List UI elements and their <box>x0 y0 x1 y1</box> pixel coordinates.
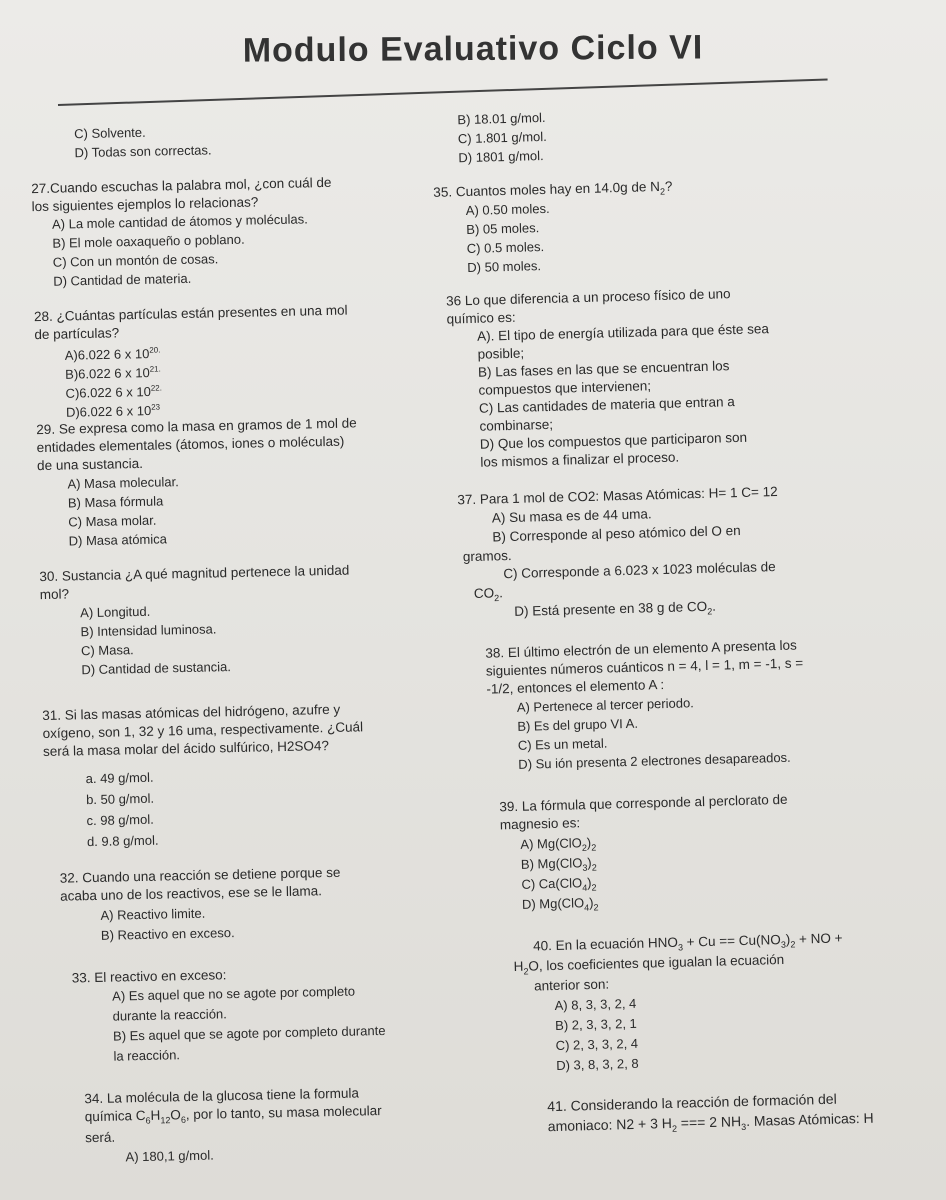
q39-option-c: C) $Ca(ClO_4)_2$ <box>521 874 597 893</box>
q37-option-b: B) Corresponde al peso atómico del O en <box>492 522 741 545</box>
q39-text-1: 39. La fórmula que corresponde al perclorato de <box>499 791 788 815</box>
q40-option-d: D) 3, 8, 3, 2, 8 <box>556 1055 639 1073</box>
q32-option-a: A) Reactivo limite. <box>100 905 206 923</box>
q30-text-1: 30. Sustancia ¿A qué magnitud pertenece la unidad <box>39 562 350 585</box>
q35-option-d: D) 50 moles. <box>467 258 542 276</box>
q35-option-a: A) 0.50 moles. <box>465 200 550 219</box>
q38-option-d: D) Su ión presenta 2 electrones desapareados. <box>518 749 791 772</box>
q37-option-a: A) Su masa es de 44 uma. <box>491 506 652 526</box>
q28-option-d: D)6.022 6 x $10^{23}$ <box>65 402 161 420</box>
q28-text-2: de partículas? <box>34 325 120 343</box>
q27-option-d: D) Cantidad de materia. <box>53 270 192 289</box>
q28-option-c: C)6.022 6 x $10^{22.}$ <box>65 383 162 401</box>
q40-text-1: 40. En la ecuación $HNO_3 + Cu == Cu(NO_3)_2$ + NO + <box>532 930 843 954</box>
q29-text-1: 29. Se expresa como la masa en gramos de 1 mol de <box>36 415 357 438</box>
q40-text-2: $H_2O$, los coeficientes que igualan la ecuación <box>513 951 785 977</box>
q41-text-2: amoniaco: N2 + 3 $H_2$ === 2 $NH_3$. Masas Atómicas: H <box>547 1109 874 1135</box>
q38-option-a: A) Pertenece al tercer periodo. <box>516 695 695 715</box>
q38-text-1: 38. El último electrón de un elemento A presenta los <box>485 637 797 661</box>
q37-option-b-cont: gramos. <box>462 547 512 565</box>
q40-text-3: anterior son: <box>533 976 610 994</box>
q27-option-b: B) El mole oaxaqueño o poblano. <box>52 231 245 251</box>
q38-text-2: siguientes números cuánticos n = 4, l = 1, m = -1, s = <box>485 655 804 679</box>
q37-option-c: C) Corresponde a 6.023 x 1023 moléculas de <box>503 559 776 582</box>
q36-option-c-cont: combinarse; <box>479 416 554 434</box>
q27-option-c: C) Con un montón de cosas. <box>52 251 219 270</box>
q36-option-b-cont: compuestos que intervienen; <box>478 378 652 398</box>
q40-option-c: C) 2, 3, 3, 2, 4 <box>555 1035 639 1053</box>
q32-option-b: B) Reactivo en exceso. <box>100 925 235 943</box>
q36-option-a: A). El tipo de energía utilizada para que éste sea <box>476 321 770 344</box>
q36-text-2: químico es: <box>446 309 516 327</box>
q40-option-b: B) 2, 3, 3, 2, 1 <box>554 1015 637 1033</box>
q36-option-b: B) Las fases en las que se encuentran los <box>477 358 730 380</box>
q37-text: 37. Para 1 mol de CO2: Masas Atómicas: H= 1 C= 12 <box>457 483 778 508</box>
q34-text-3: será. <box>85 1129 116 1146</box>
q41-text-1: 41. Considerando la reacción de formación del <box>547 1090 837 1115</box>
prev-option-c-right: C) 1.801 g/mol. <box>457 128 547 147</box>
q39-option-d: D) $Mg(ClO_4)_2$ <box>521 894 599 913</box>
q29-option-c: C) Masa molar. <box>68 512 157 530</box>
q30-option-a: A) Longitud. <box>80 603 151 621</box>
q36-option-a-cont: posible; <box>477 345 525 362</box>
q40-option-a: A) 8, 3, 3, 2, 4 <box>554 995 637 1013</box>
prev-option-c: C) Solvente. <box>73 124 146 142</box>
q35-text: 35. Cuantos moles hay en 14.0g de $N_2$? <box>433 178 673 200</box>
q31-option-c: c. 98 g/mol. <box>86 811 154 829</box>
q36-option-d-cont: los mismos a finalizar el proceso. <box>480 449 680 470</box>
q34-text-2: química $C_6H_{12}O_6$, por lo tanto, su masa molecular <box>84 1103 382 1126</box>
q29-option-b: B) Masa fórmula <box>67 493 164 511</box>
q39-text-2: magnesio es: <box>499 815 581 833</box>
q31-text-1: 31. Si las masas atómicas del hidrógeno, azufre y <box>42 701 341 724</box>
q27-text-2: los siguientes ejemplos lo relacionas? <box>31 194 259 215</box>
q38-text-3: -1/2, entonces el elemento A : <box>486 677 665 697</box>
q38-option-b: B) Es del grupo VI A. <box>517 715 639 734</box>
q31-option-b: b. 50 g/mol. <box>85 790 155 808</box>
q39-option-a: A) $Mg(ClO_2)_2$ <box>520 834 597 853</box>
q31-option-d: d. 9.8 g/mol. <box>86 832 159 850</box>
page-title: Modulo Evaluativo Ciclo VI <box>242 28 704 70</box>
q28-option-a: A)6.022 6 x $10^{20.}$ <box>64 345 161 363</box>
q39-option-b: B) $Mg(ClO_3)_2$ <box>520 854 597 873</box>
q28-option-b: B)6.022 6 x $10^{21.}$ <box>65 364 161 382</box>
q29-text-2: entidades elementales (átomos, iones o moléculas) <box>36 433 345 456</box>
q33-option-a-cont: durante la reacción. <box>112 1006 227 1024</box>
q32-text-1: 32. Cuando una reacción se detiene porque se <box>59 864 341 886</box>
q31-option-a: a. 49 g/mol. <box>85 769 154 787</box>
q27-option-a: A) La mole cantidad de átomos y moléculas. <box>51 211 308 232</box>
q35-option-b: B) 05 moles. <box>466 220 540 238</box>
q30-option-b: B) Intensidad luminosa. <box>80 621 217 640</box>
q28-text-1: 28. ¿Cuántas partículas están presentes en una mol <box>33 302 348 325</box>
q35-option-c: C) 0.5 moles. <box>466 239 545 257</box>
q36-option-d: D) Que los compuestos que participaron son <box>479 429 748 452</box>
q27-text-1: 27.Cuando escuchas la palabra mol, ¿con cuál de <box>31 174 332 197</box>
q37-option-c-cont: $CO_2$. <box>473 585 504 604</box>
q29-option-a: A) Masa molecular. <box>67 474 179 492</box>
q33-option-a: A) Es aquel que no se agote por completo <box>112 983 356 1004</box>
q36-option-c: C) Las cantidades de materia que entran a <box>478 394 736 416</box>
q29-option-d: D) Masa atómica <box>68 531 168 549</box>
prev-option-d: D) Todas son correctas. <box>74 142 212 161</box>
q33-text: 33. El reactivo en exceso: <box>71 967 227 986</box>
q36-text-1: 36 Lo que diferencia a un proceso físico de uno <box>445 286 731 309</box>
q34-option-a: A) 180,1 g/mol. <box>125 1147 214 1165</box>
q38-option-c: C) Es un metal. <box>517 735 608 753</box>
q31-text-2: oxígeno, son 1, 32 y 16 uma, respectivamente. ¿Cuál <box>42 719 364 742</box>
q37-option-d: D) Está presente en 38 g de $CO_2$. <box>514 598 717 619</box>
q30-text-2: mol? <box>39 586 70 603</box>
q30-option-d: D) Cantidad de sustancia. <box>81 659 232 678</box>
q29-text-3: de una sustancia. <box>36 455 144 474</box>
q33-option-b: B) Es aquel que se agote por completo durante <box>112 1022 386 1044</box>
q34-text-1: 34. La molécula de la glucosa tiene la formula <box>84 1085 360 1107</box>
q32-text-2: acaba uno de los reactivos, ese se le llama. <box>59 883 323 904</box>
q33-option-b-cont: la reacción. <box>113 1047 181 1064</box>
q31-text-3: será la masa molar del ácido sulfúrico, H2SO4? <box>42 738 330 760</box>
prev-option-d-right: D) 1801 g/mol. <box>458 148 544 166</box>
prev-option-b: B) 18.01 g/mol. <box>457 109 546 128</box>
q30-option-c: C) Masa. <box>80 642 134 659</box>
